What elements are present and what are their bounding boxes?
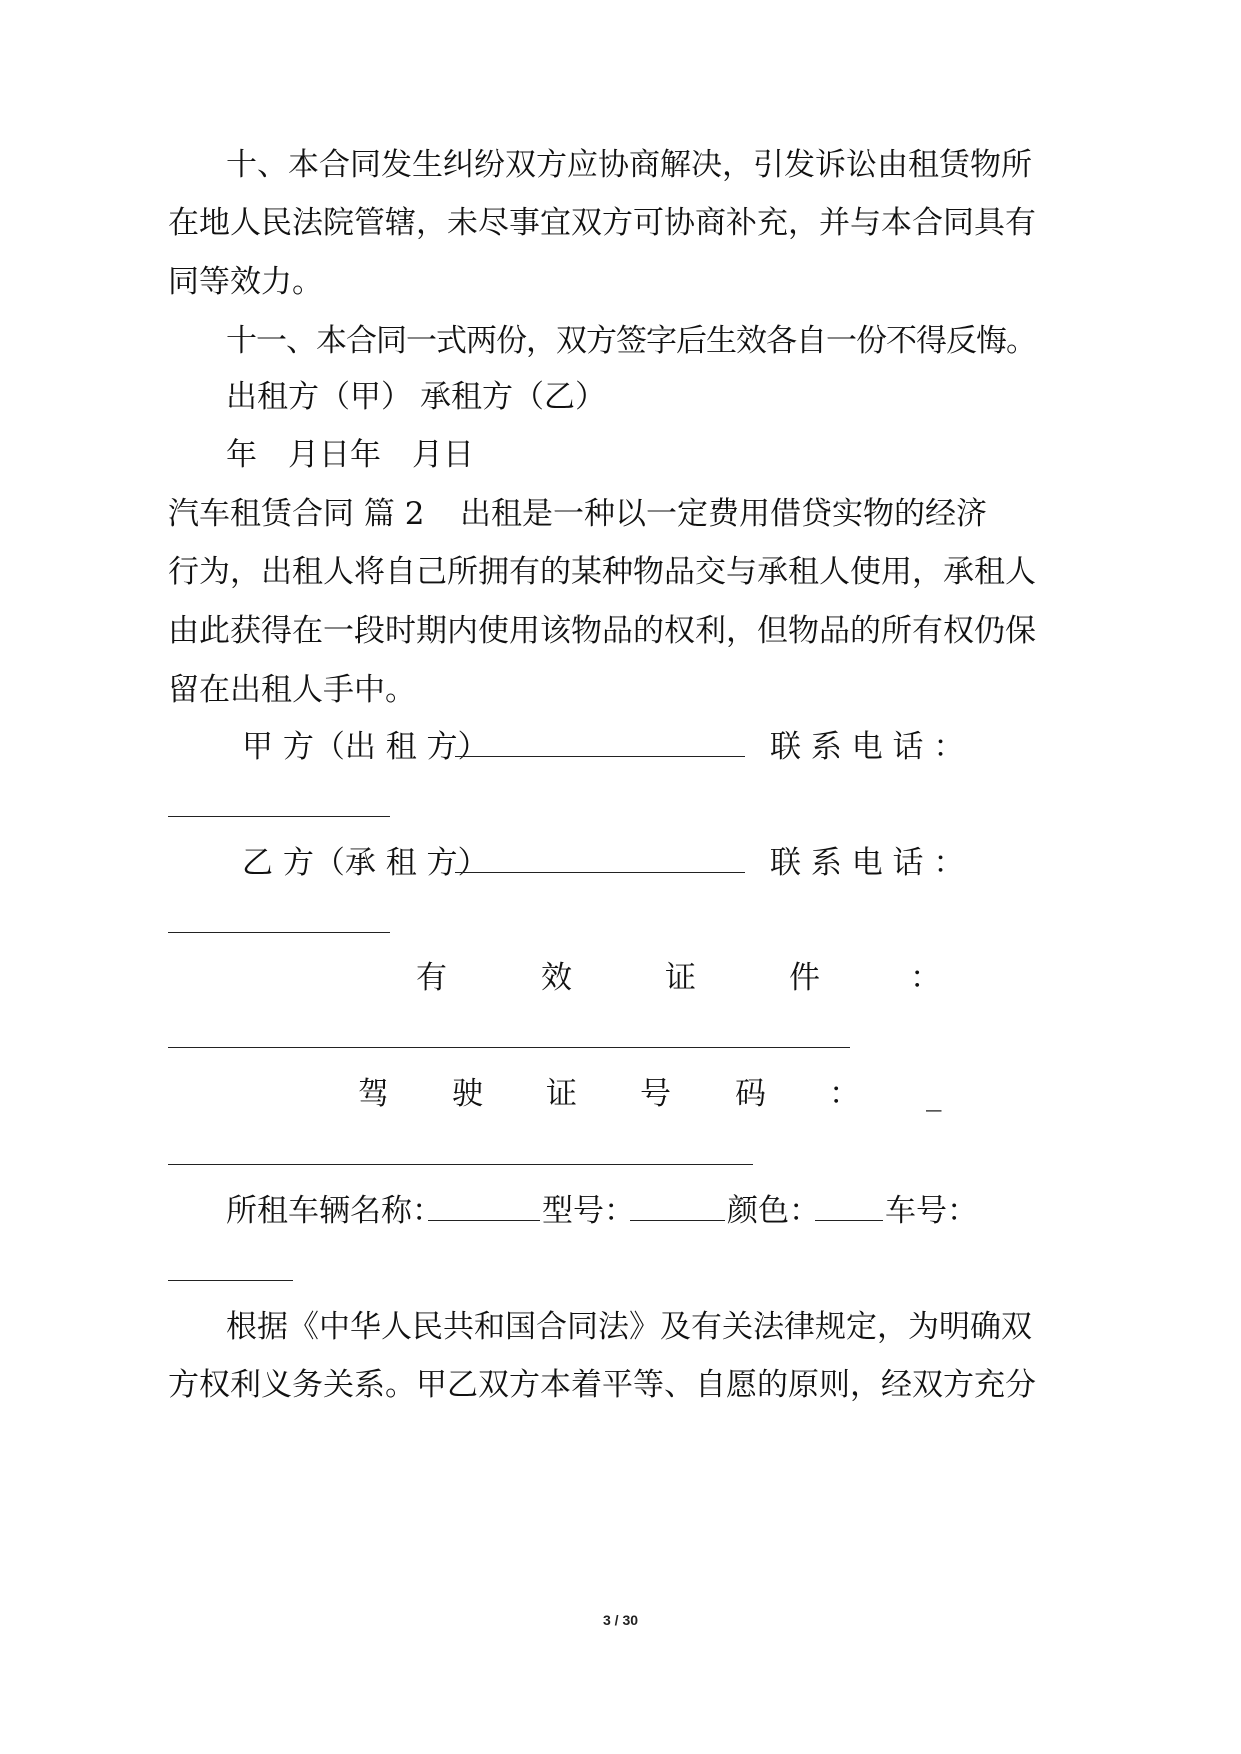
party-b-name-blank: [455, 872, 745, 873]
vehicle-model-blank: [630, 1220, 725, 1221]
vehicle-plate-label: 车号：: [885, 1193, 978, 1229]
vehicle-plate-blank: [168, 1280, 293, 1281]
basis-line-2: 方权利义务关系。甲乙双方本着平等、自愿的原则，经双方充分: [168, 1367, 1036, 1403]
clause-11: 十一、本合同一式两份，双方签字后生效各自一份不得反悔。: [226, 323, 1036, 359]
party-a-name-blank: [455, 756, 745, 757]
section-2-line-4: 留在出租人手中。: [168, 672, 416, 708]
vehicle-name-blank: [428, 1220, 540, 1221]
party-b-phone-blank: [168, 932, 390, 933]
clause-10-line-3: 同等效力。: [168, 264, 323, 300]
vehicle-color-blank: [815, 1220, 883, 1221]
license-blank-row: [0, 1130, 1241, 1180]
lessee-signature-label: 承租方（乙）: [420, 379, 606, 415]
license-blank: [168, 1164, 753, 1165]
vehicle-row: [0, 1186, 1241, 1236]
section-2-line-2: 行为，出租人将自己所拥有的某种物品交与承租人使用，承租人: [168, 554, 1036, 590]
vehicle-color-label: 颜色：: [727, 1193, 820, 1229]
party-a-row: [0, 722, 1241, 772]
license-row: 驾 驶 证 号 码 ： _: [358, 1076, 942, 1112]
vehicle-name-label: 所租车辆名称：: [226, 1193, 443, 1229]
signature-parties: [0, 372, 1241, 422]
id-document-blank-row: [0, 1013, 1241, 1063]
party-a-phone-row: [0, 782, 1241, 832]
party-a-label: 甲 方（出 租 方）: [242, 729, 489, 765]
id-document-row: 有 效 证 件 ：: [416, 960, 941, 996]
clause-10-line-2: 在地人民法院管辖，未尽事宜双方可协商补充，并与本合同具有: [168, 205, 1036, 241]
section-title: 汽车租赁合同 篇 2: [168, 496, 425, 532]
party-b-row: [0, 838, 1241, 888]
vehicle-model-label: 型号：: [542, 1193, 635, 1229]
party-a-phone-blank: [168, 816, 390, 817]
section-2-line-3: 由此获得在一段时期内使用该物品的权利，但物品的所有权仍保: [168, 613, 1036, 649]
party-b-phone-row: [0, 898, 1241, 948]
lessor-signature-label: 出租方（甲）: [226, 379, 412, 415]
vehicle-plate-blank-row: [0, 1246, 1241, 1296]
signature-date: 年 月日年 月日: [226, 437, 474, 473]
clause-10-line-1: 十、本合同发生纠纷双方应协商解决，引发诉讼由租赁物所: [226, 147, 1032, 183]
section-2-line-1: 汽车租赁合同 篇 2 出租是一种以一定费用借贷实物的经济: [0, 489, 1241, 539]
basis-line-1: 根据《中华人民共和国合同法》及有关法律规定，为明确双: [226, 1309, 1032, 1345]
party-b-label: 乙 方（承 租 方）: [242, 845, 489, 881]
page-number: 3 / 30: [602, 1612, 639, 1628]
party-b-phone-label: 联 系 电 话 ：: [770, 845, 965, 881]
party-a-phone-label: 联 系 电 话 ：: [770, 729, 965, 765]
id-document-blank: [168, 1047, 850, 1048]
